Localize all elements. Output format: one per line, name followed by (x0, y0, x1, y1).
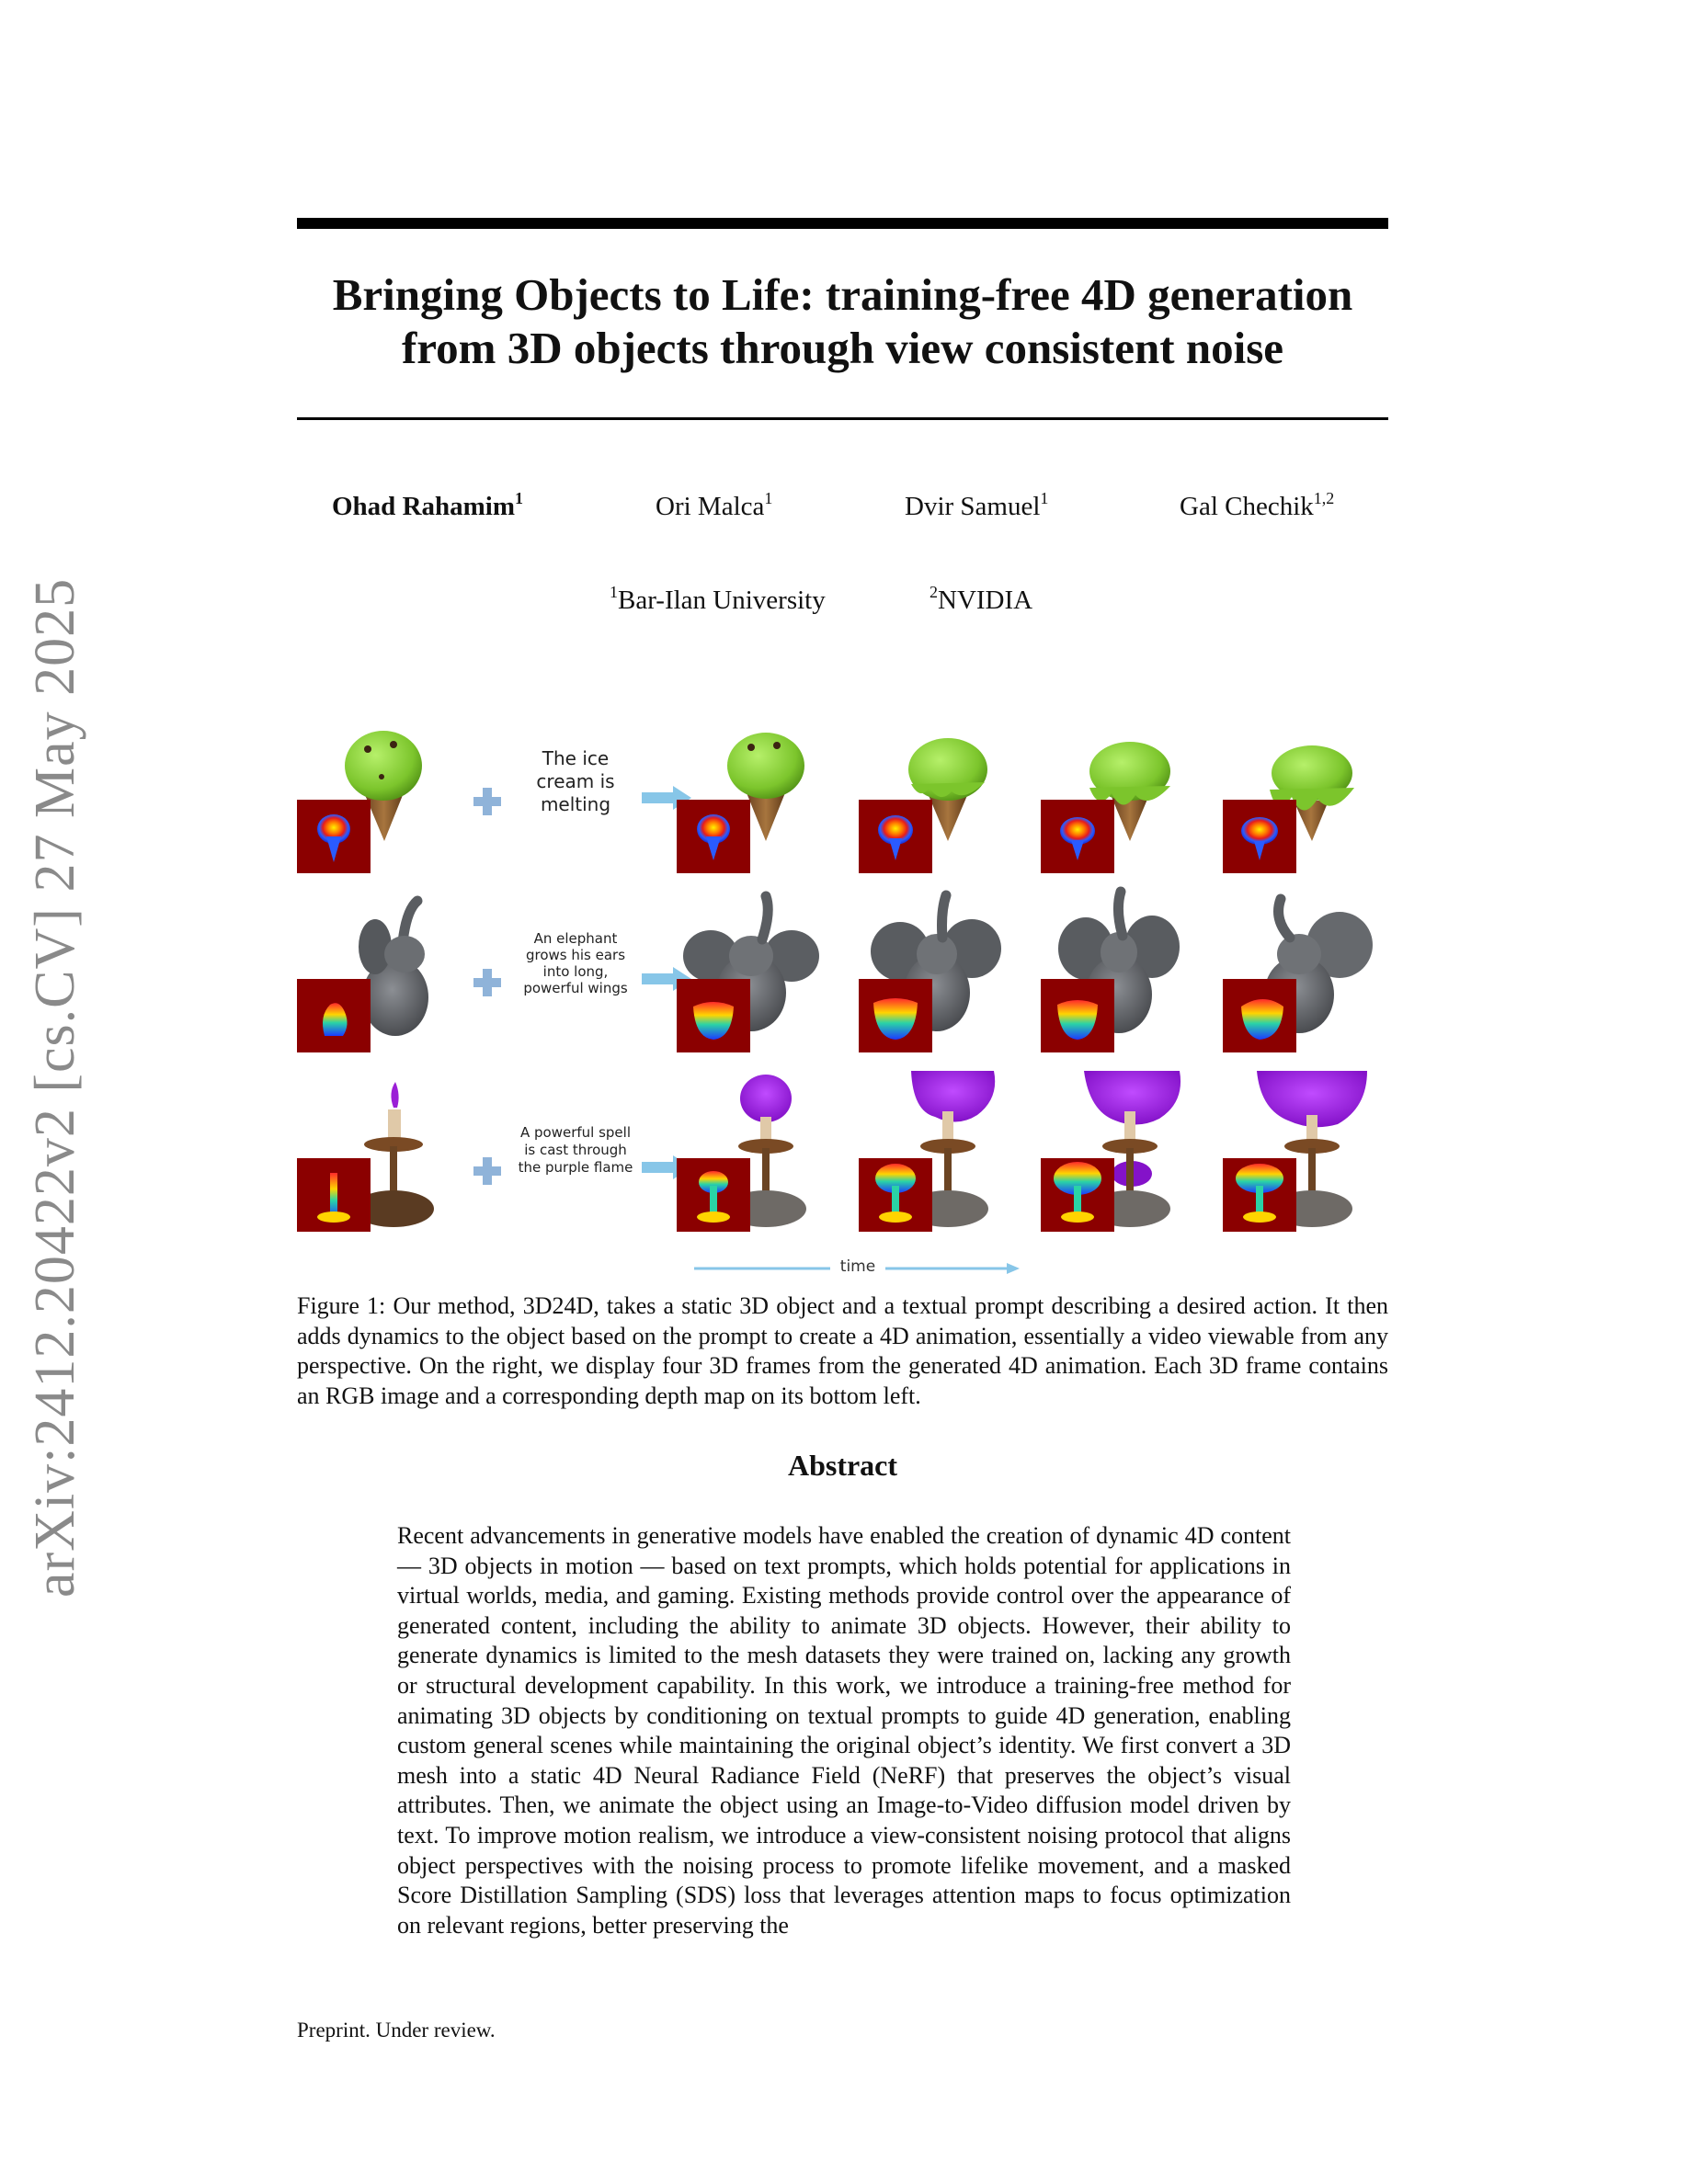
affiliation-mark: 1 (610, 583, 618, 601)
author-name: Ohad Rahamim (332, 492, 516, 521)
candle-frame-1 (674, 1071, 821, 1232)
author-name: Ori Malca (656, 492, 765, 521)
depth-map-thumbnail (859, 800, 932, 873)
author-name: Gal Chechik (1180, 492, 1314, 521)
abstract-heading: Abstract (787, 1449, 898, 1482)
author-affiliation-mark: 1 (515, 489, 524, 507)
prompt-ice-cream (472, 747, 692, 858)
affiliation-mark: 2 (930, 583, 938, 601)
prompt-text (507, 930, 644, 996)
abstract-text: Recent advancements in generative models have enabled the creation of dynamic 4D content — 3D objects in motion — based on text prompts, which holds potential for applications in virtual worlds, media, and gaming. Existing methods provide control over the appearance of generated content, including the ability to animate 3D objects. However, their ability to generate dynamics is limited to the mesh datasets they were trained on, lacking any growth or structural development capability. In this work, we introduce a training-free method for animating 3D objects by conditioning on textual prompts to guide 4D generation, enabling custom general scenes while maintaining the original object’s identity. We first convert a 3D mesh into a static 4D Neural Radiance Field (NeRF) that preserves the object’s visual attributes. Then, we animate the object using an Image-to-Video diffusion model driven by text. To improve motion realism, we introduce a view-consistent noising protocol that aligns object perspectives with the noising process to promote lifelike movement, and a masked Score Distillation Sampling (SDS) loss that leverages attention maps to focus optimization on relevant regions, better preserving the (397, 1522, 1291, 1939)
depth-map-thumbnail (1041, 800, 1114, 873)
depth-map-thumbnail (1223, 979, 1296, 1052)
prompt-text (507, 747, 644, 816)
prompt-line: The ice (542, 747, 610, 769)
candle-input-object (294, 1071, 441, 1232)
ice-cream-frame-1 (674, 712, 821, 873)
time-axis (692, 1255, 1023, 1282)
prompt-candle (472, 1117, 692, 1227)
figure-caption: Figure 1: Our method, 3D24D, takes a static 3D object and a textual prompt describing a desired action. It then adds dynamics to the object based on the prompt to create a 4D animation, essentially a video viewable from any perspective. On the right, we display four 3D frames from the generated 4D animation. Each 3D frame contains an RGB image and a corresponding depth map on its bottom left. (297, 1292, 1388, 1409)
affiliation-list (297, 583, 1388, 622)
prompt-line: An elephant (533, 930, 618, 947)
author-affiliation-mark: 1,2 (1313, 489, 1335, 507)
affiliation-nvidia (930, 583, 1033, 616)
elephant-frame-3 (1038, 892, 1185, 1052)
ice-cream-frame-4 (1220, 712, 1367, 873)
author-list (297, 489, 1388, 529)
prompt-text (507, 1124, 644, 1177)
depth-map-thumbnail (677, 979, 750, 1052)
depth-map-thumbnail (1041, 1158, 1114, 1232)
author-name: Dvir Samuel (905, 492, 1041, 521)
depth-map-thumbnail (859, 979, 932, 1052)
author-affiliation-mark: 1 (764, 489, 773, 507)
depth-map-thumbnail (1223, 1158, 1296, 1232)
affiliation-name: Bar-Ilan University (618, 586, 826, 615)
prompt-elephant (472, 928, 692, 1039)
depth-map-thumbnail (297, 1158, 371, 1232)
depth-map-thumbnail (677, 800, 750, 873)
plus-icon (472, 1155, 503, 1187)
prompt-line: melting (540, 793, 611, 815)
depth-map-thumbnail (297, 800, 371, 873)
author-dvir-samuel (905, 489, 1049, 522)
candle-frame-4 (1220, 1071, 1367, 1232)
elephant-input-object (294, 892, 441, 1052)
affiliation-bar-ilan (610, 583, 826, 616)
ice-cream-frame-3 (1038, 712, 1185, 873)
figure-1 (297, 712, 1391, 1287)
author-gal-chechik (1180, 489, 1335, 522)
prompt-line: A powerful spell (519, 1124, 631, 1141)
prompt-line: cream is (536, 770, 615, 792)
depth-map-thumbnail (859, 1158, 932, 1232)
elephant-frame-1 (674, 892, 821, 1052)
title-rule-bottom (297, 417, 1388, 420)
title-line-2: from 3D objects through view consistent noise (401, 323, 1284, 373)
depth-map-thumbnail (1223, 800, 1296, 873)
author-ori-malca (656, 489, 773, 522)
elephant-frame-4 (1220, 892, 1367, 1052)
ice-cream-frame-2 (856, 712, 1003, 873)
arxiv-identifier-stamp: arXiv:2412.20422v2 [cs.CV] 27 May 2025 (24, 577, 86, 1598)
prompt-line: is cast through (524, 1142, 627, 1158)
preprint-footnote: Preprint. Under review. (297, 2019, 496, 2042)
plus-icon (472, 786, 503, 817)
elephant-frame-2 (856, 892, 1003, 1052)
paper-title (297, 268, 1388, 375)
candle-frame-3 (1038, 1071, 1185, 1232)
prompt-line: grows his ears (525, 947, 626, 963)
prompt-line: powerful wings (523, 980, 628, 996)
ice-cream-input-object (294, 712, 441, 873)
title-line-1: Bringing Objects to Life: training-free 4D generation (332, 269, 1353, 320)
author-ohad-rahamim (332, 489, 524, 522)
candle-frame-2 (856, 1071, 1003, 1232)
author-affiliation-mark: 1 (1040, 489, 1049, 507)
affiliation-name: NVIDIA (938, 586, 1033, 615)
prompt-line: the purple flame (518, 1159, 633, 1176)
plus-icon (472, 967, 503, 998)
depth-map-thumbnail (677, 1158, 750, 1232)
depth-map-thumbnail (1041, 979, 1114, 1052)
time-label: time (839, 1257, 876, 1276)
prompt-line: into long, (542, 963, 609, 980)
title-rule-top (297, 218, 1388, 229)
depth-map-thumbnail (297, 979, 371, 1052)
